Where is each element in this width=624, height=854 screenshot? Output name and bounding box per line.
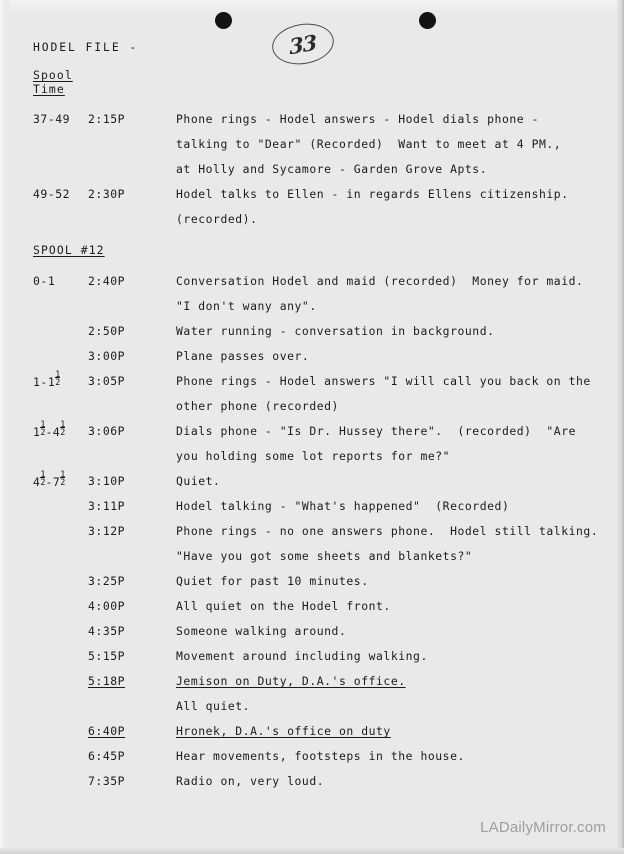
entry-text: Quiet for past 10 minutes. [176,574,369,588]
page-edge-top [0,0,624,14]
time-value: 5:18P [88,674,126,688]
fraction-one-half: 1 2 [55,369,61,388]
time-value: 7:35P [88,774,126,788]
entry-text: Jemison on Duty, D.A.'s office. [176,674,406,688]
entry-text: at Holly and Sycamore - Garden Grove Apts. [176,162,488,176]
entry-text: Hronek, D.A.'s office on duty [176,724,391,738]
entry-text: (recorded). [176,212,258,226]
page-number-value: 33 [288,29,318,59]
fraction-one-half: 1 2 [60,469,66,488]
spool-range-value: 11 2 -41 2 [33,419,66,439]
time-value: 3:10P [88,474,126,488]
entry-text: Plane passes over. [176,349,310,363]
entry-text: Someone walking around. [176,624,347,638]
entry-text: Hodel talks to Ellen - in regards Ellens citizenship. [176,187,569,201]
entry-text: you holding some lot reports for me?" [176,449,451,463]
entry-text: Phone rings - Hodel answers "I will call you back on the [176,374,591,388]
entry-text: Dials phone - "Is Dr. Hussey there". (recorded) "Are [176,424,577,438]
fraction-one-half: 1 2 [40,469,46,488]
entry-text: Quiet. [176,474,221,488]
time-value: 5:15P [88,649,126,663]
entry-text: Phone rings - no one answers phone. Hodel still talking. [176,524,599,538]
time-value: 3:11P [88,499,126,513]
spool-range-value: 37-49 [33,112,71,126]
time-value: 4:35P [88,624,126,638]
time-value: 3:12P [88,524,126,538]
spool-range-value: 0-1 [33,274,56,288]
column-header-time: Time [33,82,65,96]
page-edge-bottom [0,848,624,854]
entry-text: Movement around including walking. [176,649,428,663]
entry-text: Water running - conversation in background. [176,324,495,338]
time-value: 3:05P [88,374,126,388]
entry-text: Hodel talking - "What's happened" (Recorded) [176,499,510,513]
handwritten-page-number [272,24,334,64]
time-value: 6:45P [88,749,126,763]
time-value: 2:30P [88,187,126,201]
time-value: 3:06P [88,424,126,438]
time-value: 2:50P [88,324,126,338]
fraction-one-half: 1 2 [60,419,66,438]
spool-range-value: 41 2 -71 2 [33,469,66,489]
page-edge-right [617,0,624,854]
time-value: 2:40P [88,274,126,288]
fraction-one-half: 1 2 [40,419,46,438]
time-value: 6:40P [88,724,126,738]
entry-text: Hear movements, footsteps in the house. [176,749,465,763]
watermark: LADailyMirror.com [480,819,606,836]
page-title: HODEL FILE - [33,40,139,54]
spool-range-value: 1-11 2 [33,369,61,389]
spool-range-value: 49-52 [33,187,71,201]
time-value: 3:25P [88,574,126,588]
entry-text: Conversation Hodel and maid (recorded) Money for maid. [176,274,584,288]
column-header-spool: Spool [33,68,73,82]
entry-text: Phone rings - Hodel answers - Hodel dials phone - [176,112,539,126]
time-value: 2:15P [88,112,126,126]
entry-text: Radio on, very loud. [176,774,325,788]
punch-hole-left [215,12,232,29]
time-value: 3:00P [88,349,126,363]
entry-text: "Have you got some sheets and blankets?" [176,549,473,563]
entry-text: talking to "Dear" (Recorded) Want to meet at 4 PM., [176,137,562,151]
entry-text: All quiet on the Hodel front. [176,599,391,613]
time-value: 4:00P [88,599,126,613]
section-heading: SPOOL #12 [33,243,105,257]
entry-text: "I don't wany any". [176,299,317,313]
entry-text: All quiet. [176,699,251,713]
punch-hole-right [419,12,436,29]
page-edge-left [0,0,10,854]
entry-text: other phone (recorded) [176,399,339,413]
